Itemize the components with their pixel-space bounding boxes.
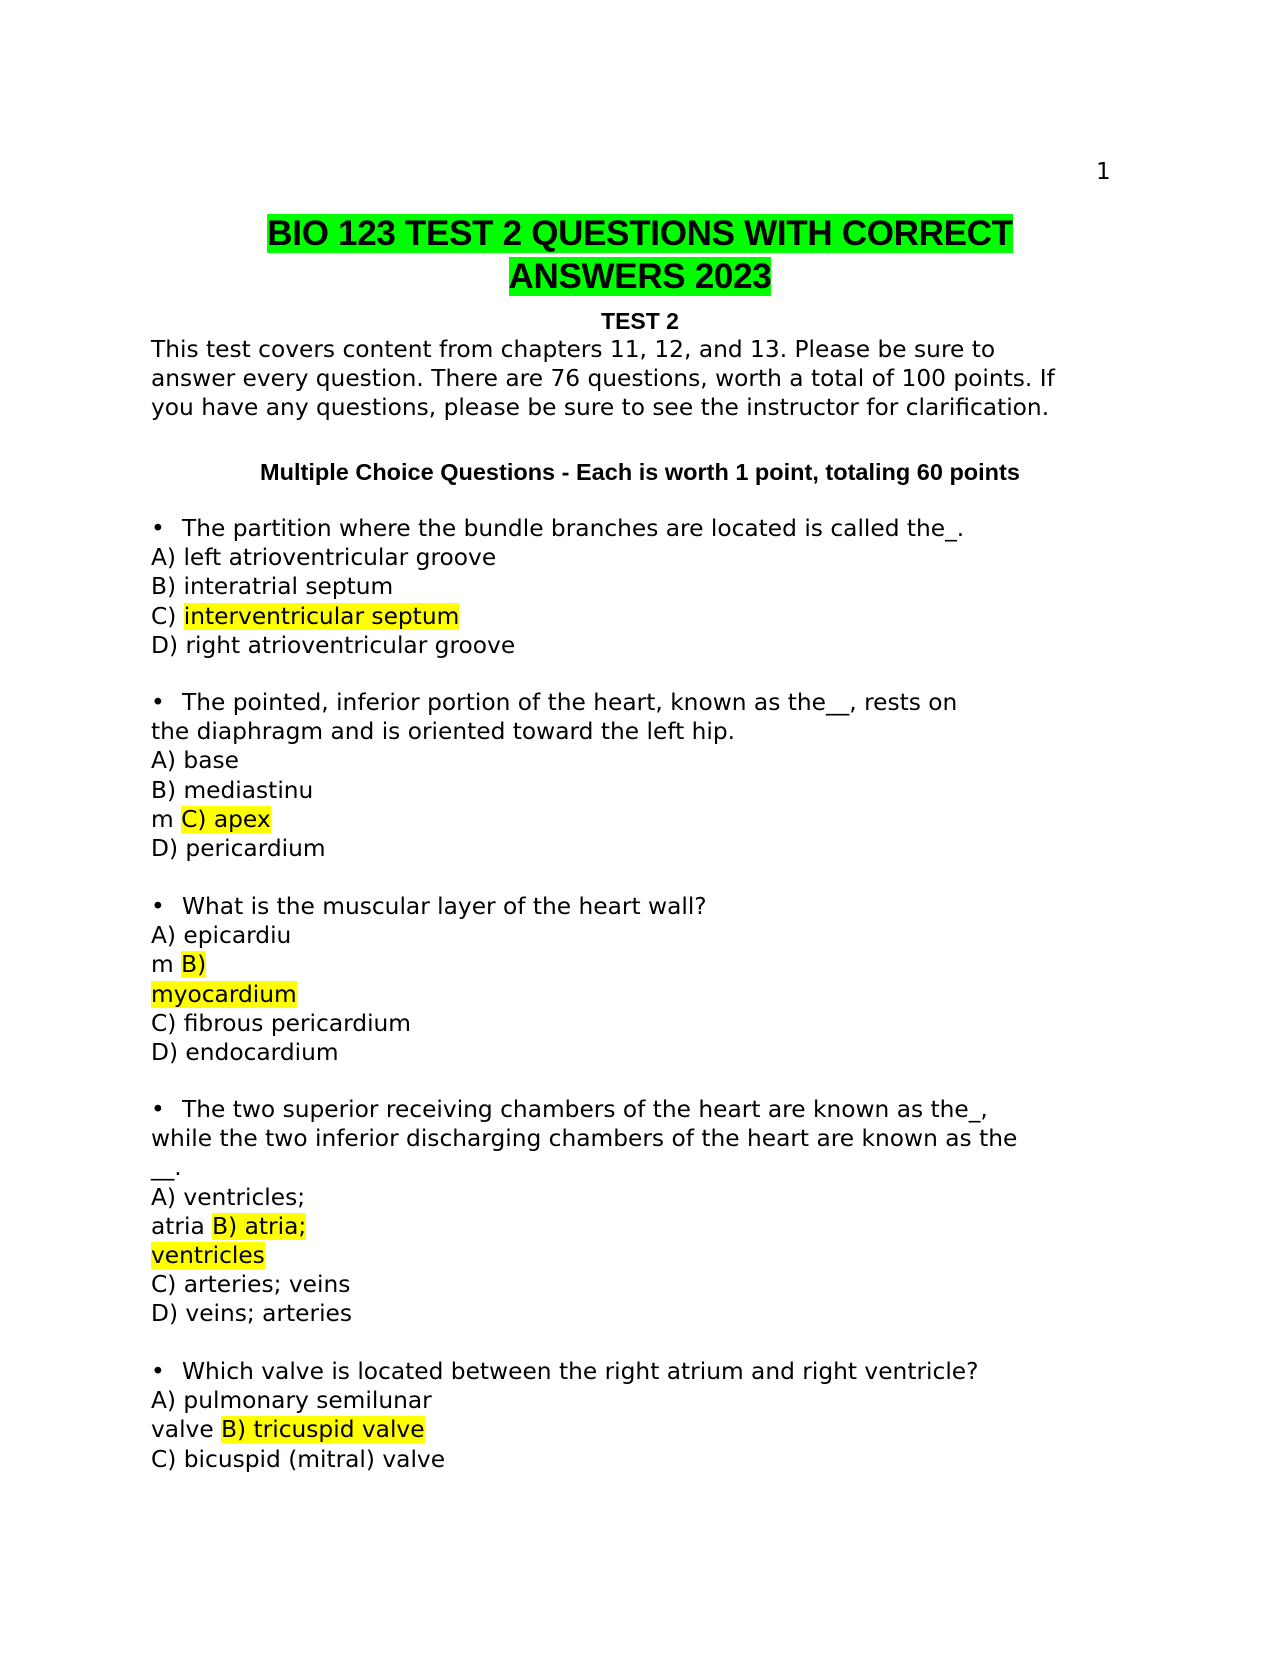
option-line: D) veins; arteries (151, 1300, 353, 1328)
bullet-icon: • (151, 893, 165, 920)
option-label: D) (151, 631, 179, 659)
option-line: C) bicuspid (mitral) valve (151, 1445, 446, 1473)
option-label: A) (151, 544, 177, 572)
option-line: D) endocardium (151, 1038, 339, 1066)
option-wrap-fragment: m (151, 805, 182, 833)
correct-answer-highlight: B) (181, 951, 207, 979)
option-line: A) pulmonary semilunar (151, 1387, 432, 1415)
bullet-icon: • (151, 689, 165, 716)
option-line: A) base (151, 747, 239, 775)
intro-line: you have any questions, please be sure to see the instructor for clarification. (151, 394, 1050, 422)
option-text: left atrioventricular groove (183, 544, 497, 572)
option-wrap-fragment: valve (151, 1416, 222, 1444)
question-text: The two superior receiving chambers of the heart are known as the_, (182, 1096, 988, 1123)
correct-answer-highlight: C) apex (181, 805, 271, 833)
section-header: Multiple Choice Questions - Each is worth 1 point, totaling 60 points (260, 459, 1020, 485)
bullet-icon: • (151, 1096, 165, 1123)
question-3 (151, 892, 707, 1067)
intro-line: This test covers content from chapters 11, 12, and 13. Please be sure to (151, 336, 996, 363)
title-line-1: BIO 123 TEST 2 QUESTIONS WITH CORRECT (267, 214, 1013, 253)
intro-line: answer every question. There are 76 questions, worth a total of 100 points. If (151, 365, 1055, 393)
correct-answer-highlight: myocardium (151, 980, 297, 1008)
intro-paragraph (151, 335, 1141, 423)
test-subtitle: TEST 2 (601, 308, 679, 334)
question-text: __. (151, 1154, 182, 1182)
title-line-2: ANSWERS 2023 (508, 257, 772, 296)
option-line: A) epicardiu (151, 922, 292, 950)
option-line: A) ventricles; (151, 1183, 306, 1211)
bullet-icon: • (151, 1358, 165, 1385)
correct-answer-highlight: B) tricuspid valve (221, 1416, 425, 1444)
option-line: D) pericardium (151, 834, 326, 862)
correct-answer-highlight: interventricular septum (183, 602, 460, 630)
question-text: the diaphragm and is oriented toward the left hip. (151, 718, 736, 746)
option-label: C) (151, 602, 177, 630)
option-label: B) (151, 573, 177, 601)
correct-answer-highlight: ventricles (151, 1241, 265, 1269)
option-text: right atrioventricular groove (185, 631, 516, 659)
question-2 (151, 688, 957, 863)
bullet-icon: • (151, 515, 165, 542)
question-text: while the two inferior discharging chambers of the heart are known as the (151, 1125, 1018, 1153)
question-text: The pointed, inferior portion of the heart, known as the__, rests on (182, 689, 958, 716)
option-wrap-fragment: atria (151, 1212, 213, 1240)
option-text: interatrial septum (183, 573, 394, 601)
question-text: The partition where the bundle branches are located is called the_. (182, 515, 965, 542)
correct-answer-highlight: B) atria; (212, 1212, 307, 1240)
option-line: B) mediastinu (151, 776, 314, 804)
document-title (0, 212, 1280, 298)
question-5 (151, 1357, 979, 1474)
question-text: What is the muscular layer of the heart wall? (182, 893, 707, 920)
question-4 (151, 1095, 1017, 1329)
question-1 (151, 514, 964, 660)
option-wrap-fragment: m (151, 951, 182, 979)
question-text: Which valve is located between the right atrium and right ventricle? (182, 1358, 979, 1385)
page-number: 1 (1096, 159, 1111, 185)
option-line: C) fibrous pericardium (151, 1009, 411, 1037)
option-line: C) arteries; veins (151, 1271, 351, 1299)
